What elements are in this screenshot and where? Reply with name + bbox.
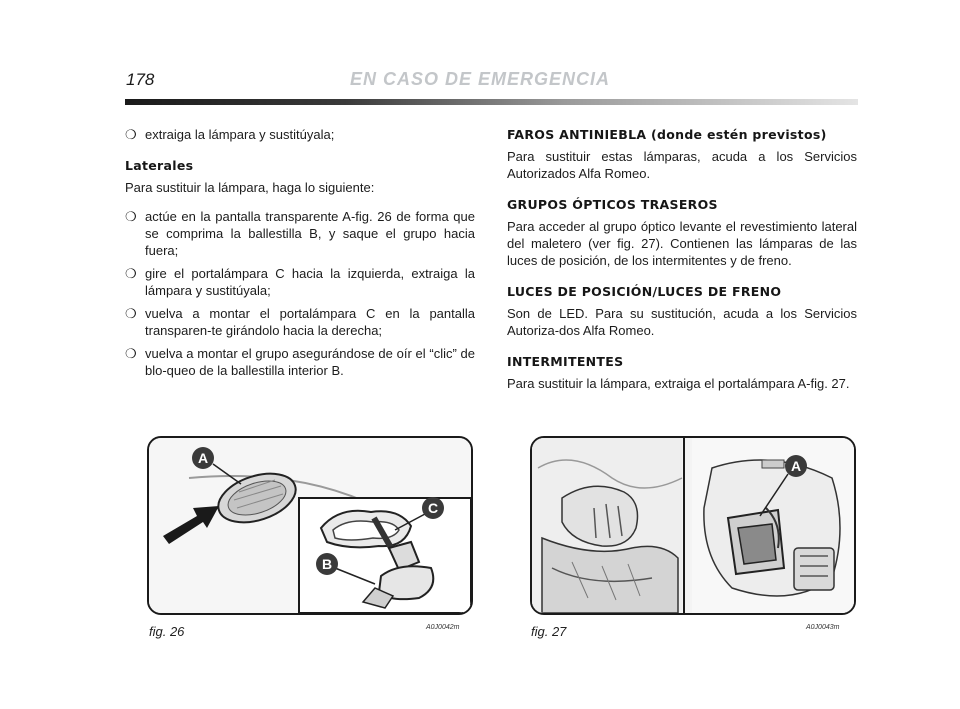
right-column — [507, 126, 857, 406]
section-text: Para sustituir la lámpara, extraiga el portalámpara A-fig. 27. — [507, 376, 850, 391]
trunk-trim-illustration — [532, 438, 682, 613]
figure-26-caption: fig. 26 — [149, 624, 185, 639]
header-rule — [125, 99, 858, 105]
rear-light-illustration — [532, 438, 854, 613]
svg-text:A: A — [790, 458, 802, 474]
list-item: ❍ actúe en la pantalla transparente A-fig. 26 de forma que se comprima la ballestilla B, y saque el grupo hacia fuera; — [125, 209, 475, 258]
section-text: Para acceder al grupo óptico levante el revestimiento lateral del maletero (ver fig. 27). Contienen las lámparas de las luces de posición, de los intermitentes y de freno. — [507, 219, 857, 268]
left-column — [125, 126, 475, 385]
bullet-circle-icon: ❍ — [125, 346, 137, 361]
section-text: Para sustituir estas lámparas, acuda a los Servicios Autorizados Alfa Romeo. — [507, 149, 857, 181]
section-heading: FAROS ANTINIEBLA (donde estén previstos) — [507, 127, 827, 142]
list-item: ❍ vuelva a montar el portalámpara C en la pantalla transparen-te girándolo hacia la derecha; — [125, 306, 475, 338]
section-text: Son de LED. Para su sustitución, acuda a los Servicios Autoriza-dos Alfa Romeo. — [507, 306, 857, 338]
figure-26 — [147, 436, 473, 615]
rear-lamp-cluster — [692, 438, 854, 613]
figure-27 — [530, 436, 856, 615]
svg-text:C: C — [427, 500, 439, 516]
section-heading: INTERMITENTES — [507, 354, 624, 369]
section-heading: GRUPOS ÓPTICOS TRASEROS — [507, 197, 718, 212]
figure-27-code: A0J0043m — [806, 624, 840, 631]
side-light-illustration — [149, 438, 471, 613]
section-heading: LUCES DE POSICIÓN/LUCES DE FRENO — [507, 284, 782, 299]
laterales-heading: Laterales — [125, 158, 194, 173]
section-title: EN CASO DE EMERGENCIA — [350, 69, 611, 89]
bullet-circle-icon: ❍ — [125, 306, 137, 321]
list-item: ❍ gire el portalámpara C hacia la izquierda, extraiga la lámpara y sustitúyala; — [125, 266, 475, 298]
list-item: ❍ vuelva a montar el grupo asegurándose de oír el “clic” de blo-queo de la ballestilla interior B. — [125, 346, 475, 378]
svg-text:A: A — [197, 450, 209, 466]
list-item: ❍ extraiga la lámpara y sustitúyala; — [125, 127, 335, 142]
laterales-intro: Para sustituir la lámpara, haga lo siguiente: — [125, 180, 375, 195]
bullet-circle-icon: ❍ — [125, 127, 137, 142]
figure-27-caption: fig. 27 — [531, 624, 567, 639]
svg-text:B: B — [321, 556, 333, 572]
bullet-circle-icon: ❍ — [125, 209, 137, 224]
bullet-circle-icon: ❍ — [125, 266, 137, 281]
figure-26-code: A0J0042m — [426, 624, 460, 631]
page-number: 178 — [126, 70, 155, 89]
